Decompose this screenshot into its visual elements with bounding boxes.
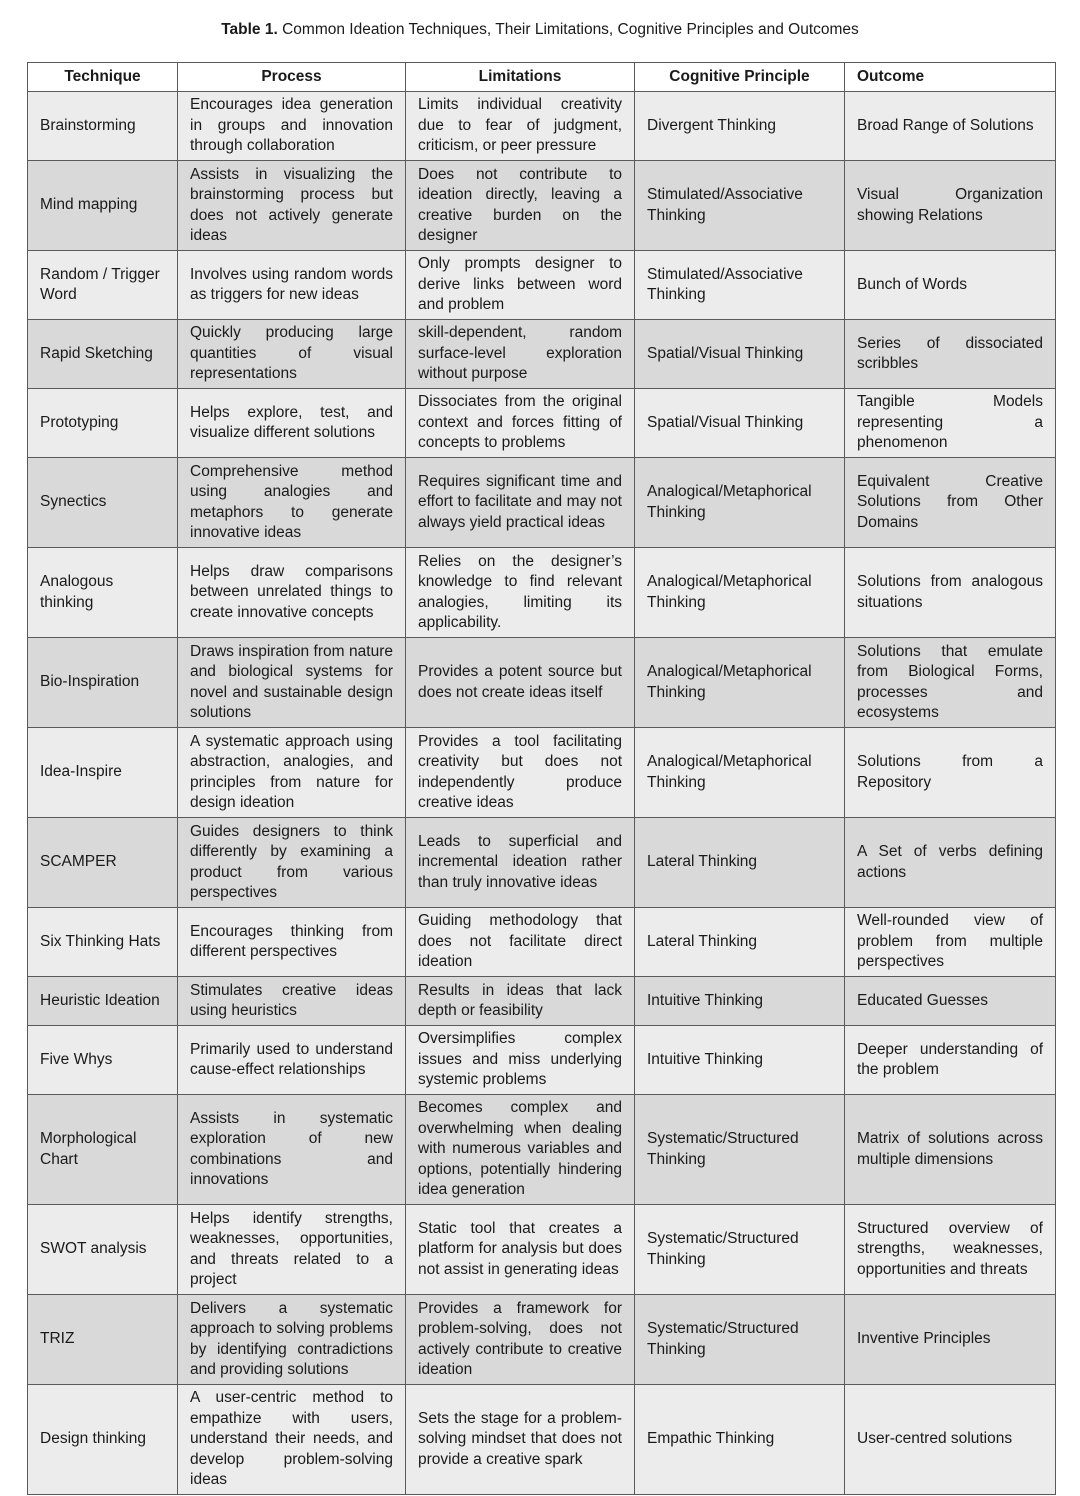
cognitive-principle-cell: Intuitive Thinking [635,977,845,1026]
limitations-cell: Relies on the designer’s knowledge to find relevant analogies, limiting its applicability. [406,548,635,638]
table-row [28,389,1056,458]
cognitive-principle-cell: Spatial/Visual Thinking [635,389,845,458]
process-cell: A user-centric method to empathize with users, understand their needs, and develop problem-solving ideas [178,1385,406,1495]
cognitive-principle-cell: Empathic Thinking [635,1385,845,1495]
technique-cell: Analogous thinking [28,548,178,638]
outcome-cell: Educated Guesses [845,977,1056,1026]
technique-cell: Mind mapping [28,161,178,251]
table-row [28,458,1056,548]
table-caption-text: Common Ideation Techniques, Their Limitations, Cognitive Principles and Outcomes [282,21,859,38]
cognitive-principle-cell: Stimulated/Associative Thinking [635,251,845,320]
outcome-cell: Series of dissociated scribbles [845,320,1056,389]
table-row [28,908,1056,977]
ideation-techniques-table [27,62,1056,1495]
table-row [28,818,1056,908]
cognitive-principle-cell: Analogical/Metaphorical Thinking [635,638,845,728]
table-row [28,251,1056,320]
outcome-cell: Broad Range of Solutions [845,92,1056,161]
table-row [28,548,1056,638]
process-cell: Draws inspiration from nature and biological systems for novel and sustainable design solutions [178,638,406,728]
table-row [28,161,1056,251]
limitations-cell: Dissociates from the original context and forces fitting of concepts to problems [406,389,635,458]
process-cell: A systematic approach using abstraction, analogies, and principles from nature for design ideation [178,728,406,818]
table-row [28,1026,1056,1095]
table-row [28,92,1056,161]
cognitive-principle-cell: Analogical/Metaphorical Thinking [635,548,845,638]
process-cell: Comprehensive method using analogies and metaphors to generate innovative ideas [178,458,406,548]
technique-cell: Design thinking [28,1385,178,1495]
technique-cell: Five Whys [28,1026,178,1095]
limitations-cell: Leads to superficial and incremental ideation rather than truly innovative ideas [406,818,635,908]
outcome-cell: Deeper understanding of the problem [845,1026,1056,1095]
table-row [28,320,1056,389]
technique-cell: SWOT analysis [28,1205,178,1295]
outcome-cell: Structured overview of strengths, weaknesses, opportunities and threats [845,1205,1056,1295]
technique-cell: SCAMPER [28,818,178,908]
limitations-cell: skill-dependent, random surface-level exploration without purpose [406,320,635,389]
cognitive-principle-cell: Lateral Thinking [635,818,845,908]
limitations-cell: Requires significant time and effort to facilitate and may not always yield practical ideas [406,458,635,548]
technique-cell: Rapid Sketching [28,320,178,389]
process-cell: Encourages thinking from different perspectives [178,908,406,977]
technique-cell: Random / Trigger Word [28,251,178,320]
limitations-cell: Results in ideas that lack depth or feasibility [406,977,635,1026]
outcome-cell: Solutions from a Repository [845,728,1056,818]
technique-cell: Morphological Chart [28,1095,178,1205]
process-cell: Delivers a systematic approach to solving problems by identifying contradictions and providing solutions [178,1295,406,1385]
cognitive-principle-cell: Analogical/Metaphorical Thinking [635,458,845,548]
outcome-cell: Bunch of Words [845,251,1056,320]
limitations-cell: Only prompts designer to derive links between word and problem [406,251,635,320]
limitations-cell: Provides a tool facilitating creativity but does not independently produce creative ideas [406,728,635,818]
cognitive-principle-cell: Systematic/Structured Thinking [635,1295,845,1385]
technique-cell: Brainstorming [28,92,178,161]
limitations-cell: Does not contribute to ideation directly, leaving a creative burden on the designer [406,161,635,251]
limitations-cell: Becomes complex and overwhelming when dealing with numerous variables and options, potentially hindering idea generation [406,1095,635,1205]
cognitive-principle-cell: Divergent Thinking [635,92,845,161]
technique-cell: Bio-Inspiration [28,638,178,728]
cognitive-principle-cell: Systematic/Structured Thinking [635,1095,845,1205]
outcome-cell: Matrix of solutions across multiple dimensions [845,1095,1056,1205]
table-row [28,977,1056,1026]
process-cell: Helps identify strengths, weaknesses, opportunities, and threats related to a project [178,1205,406,1295]
table-row [28,1385,1056,1495]
table-row [28,728,1056,818]
outcome-cell: Inventive Principles [845,1295,1056,1385]
limitations-cell: Oversimplifies complex issues and miss underlying systemic problems [406,1026,635,1095]
limitations-cell: Static tool that creates a platform for analysis but does not assist in generating ideas [406,1205,635,1295]
outcome-cell: Tangible Models representing a phenomenon [845,389,1056,458]
table-caption-label: Table 1. [221,21,278,38]
outcome-cell: Well-rounded view of problem from multiple perspectives [845,908,1056,977]
table-row [28,1205,1056,1295]
technique-cell: TRIZ [28,1295,178,1385]
outcome-cell: Solutions from analogous situations [845,548,1056,638]
process-cell: Involves using random words as triggers for new ideas [178,251,406,320]
cognitive-principle-cell: Analogical/Metaphorical Thinking [635,728,845,818]
limitations-cell: Limits individual creativity due to fear of judgment, criticism, or peer pressure [406,92,635,161]
technique-cell: Synectics [28,458,178,548]
limitations-cell: Provides a potent source but does not create ideas itself [406,638,635,728]
limitations-cell: Sets the stage for a problem-solving mindset that does not provide a creative spark [406,1385,635,1495]
process-cell: Helps explore, test, and visualize different solutions [178,389,406,458]
cognitive-principle-cell: Systematic/Structured Thinking [635,1205,845,1295]
table-row [28,1295,1056,1385]
process-cell: Encourages idea generation in groups and innovation through collaboration [178,92,406,161]
cognitive-principle-cell: Spatial/Visual Thinking [635,320,845,389]
header-limitations: Limitations [406,63,635,92]
process-cell: Helps draw comparisons between unrelated things to create innovative concepts [178,548,406,638]
header-process: Process [178,63,406,92]
limitations-cell: Provides a framework for problem-solving, does not actively contribute to creative ideation [406,1295,635,1385]
cognitive-principle-cell: Lateral Thinking [635,908,845,977]
cognitive-principle-cell: Intuitive Thinking [635,1026,845,1095]
technique-cell: Prototyping [28,389,178,458]
process-cell: Guides designers to think differently by examining a product from various perspectives [178,818,406,908]
cognitive-principle-cell: Stimulated/Associative Thinking [635,161,845,251]
header-technique: Technique [28,63,178,92]
table-row [28,638,1056,728]
outcome-cell: Solutions that emulate from Biological Forms, processes and ecosystems [845,638,1056,728]
header-outcome: Outcome [845,63,1056,92]
process-cell: Assists in systematic exploration of new combinations and innovations [178,1095,406,1205]
technique-cell: Heuristic Ideation [28,977,178,1026]
table-row [28,1095,1056,1205]
header-cognitive-principle: Cognitive Principle [635,63,845,92]
process-cell: Assists in visualizing the brainstorming process but does not actively generate ideas [178,161,406,251]
table-header-row [28,63,1056,92]
outcome-cell: Equivalent Creative Solutions from Other Domains [845,458,1056,548]
technique-cell: Six Thinking Hats [28,908,178,977]
outcome-cell: Visual Organization showing Relations [845,161,1056,251]
outcome-cell: A Set of verbs defining actions [845,818,1056,908]
process-cell: Quickly producing large quantities of visual representations [178,320,406,389]
outcome-cell: User-centred solutions [845,1385,1056,1495]
technique-cell: Idea-Inspire [28,728,178,818]
table-caption [0,19,1080,41]
process-cell: Stimulates creative ideas using heuristics [178,977,406,1026]
limitations-cell: Guiding methodology that does not facilitate direct ideation [406,908,635,977]
process-cell: Primarily used to understand cause-effect relationships [178,1026,406,1095]
